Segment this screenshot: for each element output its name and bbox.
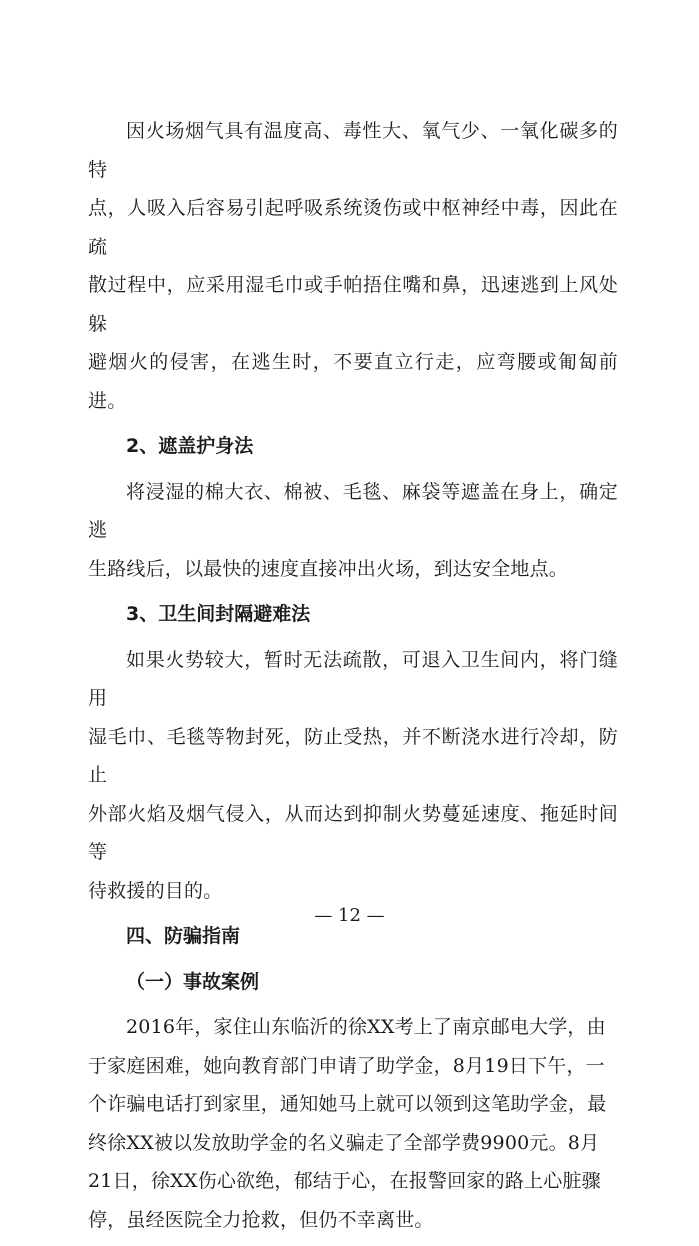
heading-bathroom-shelter: 3、卫生间封隔避难法 [126, 603, 311, 625]
text-line: 个诈骗电话打到家里，通知她马上就可以领到这笔助学金，最 [88, 1093, 607, 1115]
paragraph-cover-protection [88, 473, 618, 589]
text-line: 停，虽经医院全力抢救，但仍不幸离世。 [88, 1208, 434, 1231]
heading-incident-case: （一）事故案例 [126, 970, 260, 993]
text-line: 21日，徐XX伤心欲绝，郁结于心，在报警回家的路上心脏骤 [88, 1170, 601, 1192]
text-line: 外部火焰及烟气侵入，从而达到抑制火势蔓延速度、拖延时间等 [88, 802, 618, 863]
heading-cover-protection: 2、遮盖护身法 [126, 435, 254, 457]
text-line: 于家庭困难，她向教育部门申请了助学金，8月19日下午，一 [88, 1054, 605, 1077]
text-line: 散过程中，应采用湿毛巾或手帕捂住嘴和鼻，迅速逃到上风处躲 [88, 274, 618, 335]
text-line: 避烟火的侵害，在逃生时，不要直立行走，应弯腰或匍匐前进。 [88, 351, 618, 412]
text-line: 生路线后，以最快的速度直接冲出火场，到达安全地点。 [88, 557, 569, 580]
text-line: 将浸湿的棉大衣、棉被、毛毯、麻袋等遮盖在身上，确定逃 [88, 480, 618, 541]
page-number: — 12 — [314, 905, 385, 926]
paragraph-smoke-escape [88, 112, 618, 420]
text-line: 湿毛巾、毛毯等物封死，防止受热，并不断浇水进行冷却，防止 [88, 725, 618, 786]
text-line: 待救援的目的。 [88, 879, 223, 902]
text-line: 如果火势较大，暂时无法疏散，可退入卫生间内，将门缝用 [88, 648, 618, 709]
text-line: 点，人吸入后容易引起呼吸系统烫伤或中枢神经中毒，因此在疏 [88, 197, 618, 258]
text-line: 因火场烟气具有温度高、毒性大、氧气少、一氧化碳多的特 [88, 120, 618, 181]
text-line: 2016年，家住山东临沂的徐XX考上了南京邮电大学，由 [126, 1016, 606, 1038]
paragraph-incident-case [88, 1008, 618, 1239]
paragraph-bathroom-shelter [88, 641, 618, 911]
document-body [88, 112, 618, 1246]
heading-fraud-prevention: 四、防骗指南 [126, 925, 241, 947]
text-line: 终徐XX被以发放助学金的名义骗走了全部学费9900元。8月 [88, 1131, 600, 1154]
